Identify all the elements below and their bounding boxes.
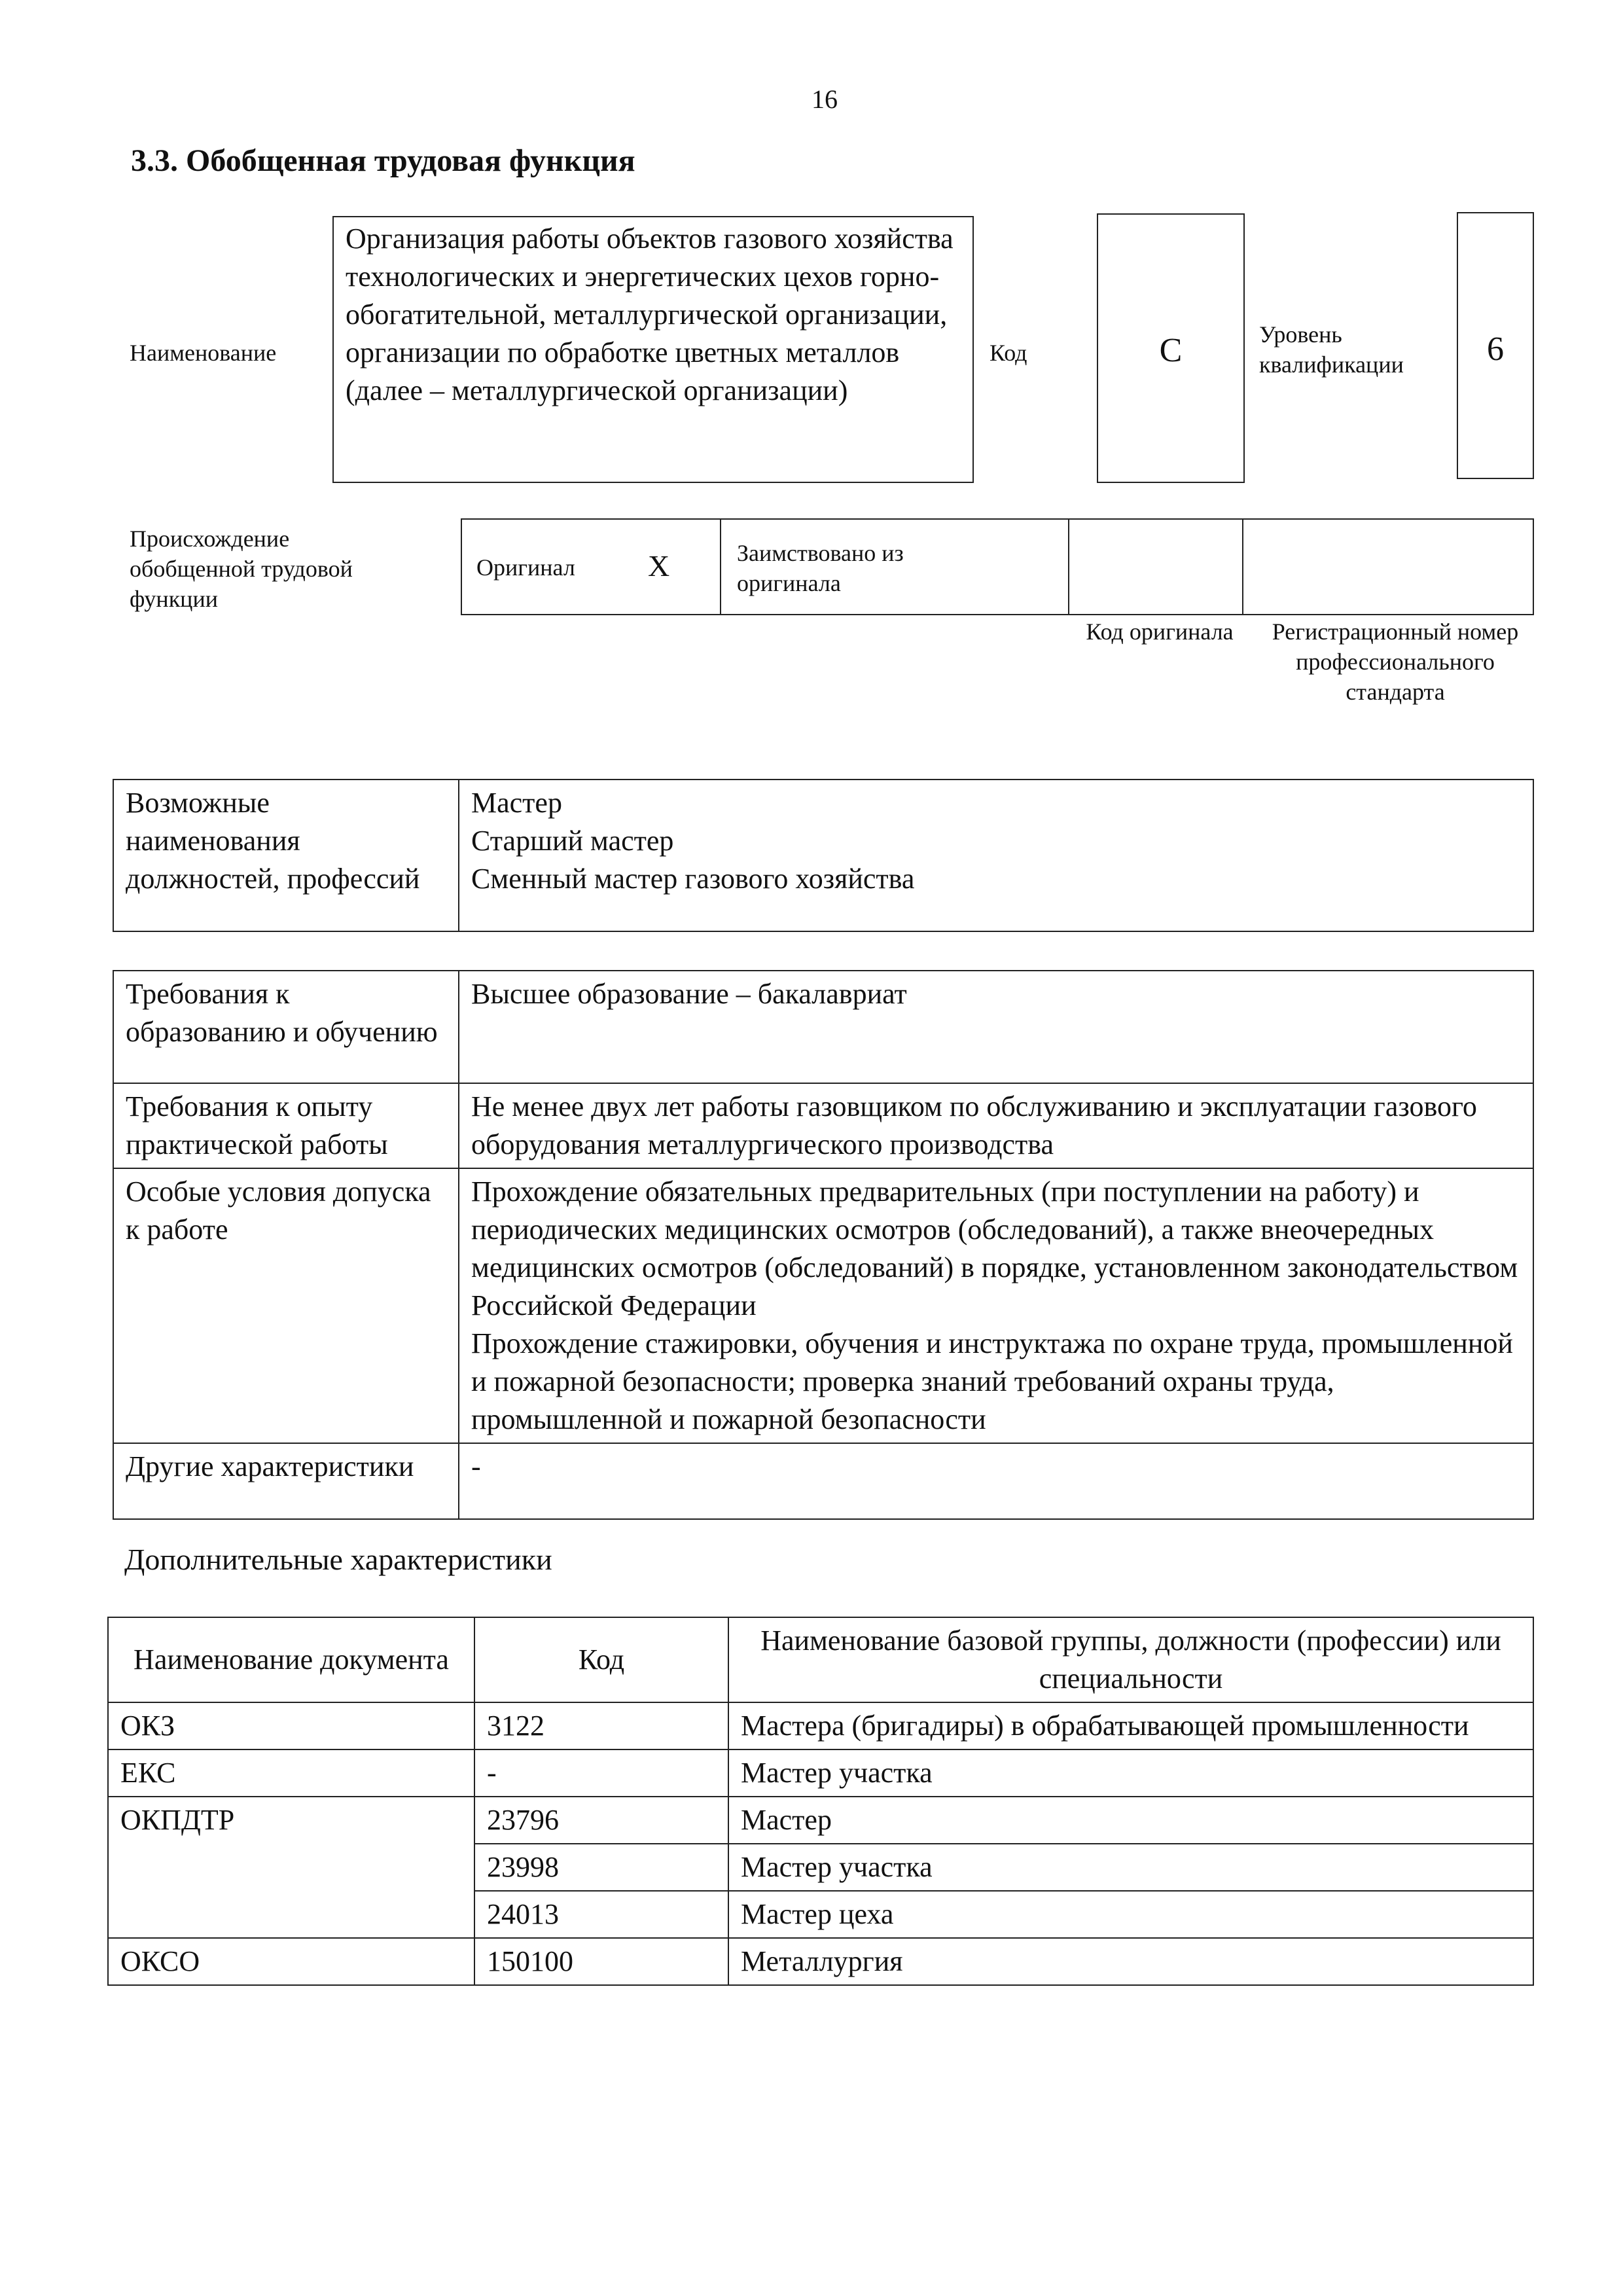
req-value: Высшее образование – бакалавриат (459, 971, 1533, 1083)
name-label: Наименование (130, 340, 277, 366)
reg-caption: Регистрационный номер профессионального стандарта (1272, 619, 1519, 705)
code-value: C (1159, 332, 1183, 369)
req-value: - (459, 1443, 1533, 1519)
doc-cell: ОКПДТР (108, 1797, 474, 1938)
code-cell: 3122 (474, 1702, 728, 1749)
level-label: Уровень квалификации (1259, 321, 1404, 378)
borrowed-label: Заимствовано из оригинала (737, 540, 904, 596)
table-row (108, 1702, 1533, 1749)
table-row (108, 1749, 1533, 1797)
name-cell: Мастер (728, 1797, 1533, 1844)
name-value-box (332, 216, 974, 483)
position-item: Сменный мастер газового хозяйства (471, 863, 915, 895)
original-mark: X (648, 549, 670, 583)
req-label: Особые условия допуска к работе (113, 1168, 459, 1443)
name-cell: Металлургия (728, 1938, 1533, 1985)
code-cell: - (474, 1749, 728, 1797)
col-header: Наименование базовой группы, должности (профессии) или специальности (728, 1617, 1533, 1702)
req-label: Требования к опыту практической работы (113, 1083, 459, 1168)
req-value-part: Прохождение обязательных предварительных (при поступлении на работу) и периодических медицинских осмотров (обследований), а также внеочередных медицинских осмотров (обследований) в порядке, установленном законодательством Российской Федерации (471, 1175, 1518, 1321)
table-row (108, 1938, 1533, 1985)
code-value-box (1097, 213, 1245, 483)
doc-cell: ЕКС (108, 1749, 474, 1797)
req-value (459, 1168, 1533, 1443)
doc-cell: ОКЗ (108, 1702, 474, 1749)
section-title: 3.3. Обобщенная трудовая функция (131, 143, 635, 178)
positions-table (113, 779, 1534, 932)
name-cell: Мастера (бригадиры) в обрабатывающей промышленности (728, 1702, 1533, 1749)
code-cell: 23998 (474, 1844, 728, 1891)
original-label: Оригинал (476, 554, 575, 581)
doc-cell: ОКСО (108, 1938, 474, 1985)
name-cell: Мастер цеха (728, 1891, 1533, 1938)
name-cell: Мастер участка (728, 1844, 1533, 1891)
additional-title: Дополнительные характеристики (124, 1543, 552, 1576)
level-value-box (1457, 212, 1534, 479)
positions-values (459, 780, 1533, 931)
name-value: Организация работы объектов газового хозяйства технологических и энергетических цехов горно-обогатительной, металлургической организации, организации по обработке цветных металлов (далее – металлургической организации) (346, 223, 954, 406)
code-label: Код (990, 340, 1027, 366)
origin-table (461, 518, 1534, 615)
req-value-part: Прохождение стажировки, обучения и инструктажа по охране труда, промышленной и пожарной безопасности; проверка знаний требований охраны труда, промышленной и пожарной безопасности (471, 1327, 1513, 1435)
col-header: Наименование документа (108, 1617, 474, 1702)
table-row (108, 1797, 1533, 1844)
code-cell: 150100 (474, 1938, 728, 1985)
code-caption: Код оригинала (1086, 619, 1234, 645)
name-cell: Мастер участка (728, 1749, 1533, 1797)
code-cell: 24013 (474, 1891, 728, 1938)
req-label: Требования к образованию и обучению (113, 971, 459, 1083)
page-number: 16 (812, 84, 838, 114)
position-item: Мастер (471, 787, 562, 819)
position-item: Старший мастер (471, 825, 674, 857)
origin-label: Происхождение обобщенной трудовой функции (130, 526, 353, 612)
positions-label: Возможные наименования должностей, профессий (113, 780, 459, 931)
code-cell: 23796 (474, 1797, 728, 1844)
additional-table (107, 1617, 1534, 1986)
level-value: 6 (1487, 331, 1504, 368)
req-value: Не менее двух лет работы газовщиком по обслуживанию и эксплуатации газового оборудования металлургического производства (459, 1083, 1533, 1168)
requirements-table (113, 970, 1534, 1520)
req-label: Другие характеристики (113, 1443, 459, 1519)
col-header: Код (474, 1617, 728, 1702)
